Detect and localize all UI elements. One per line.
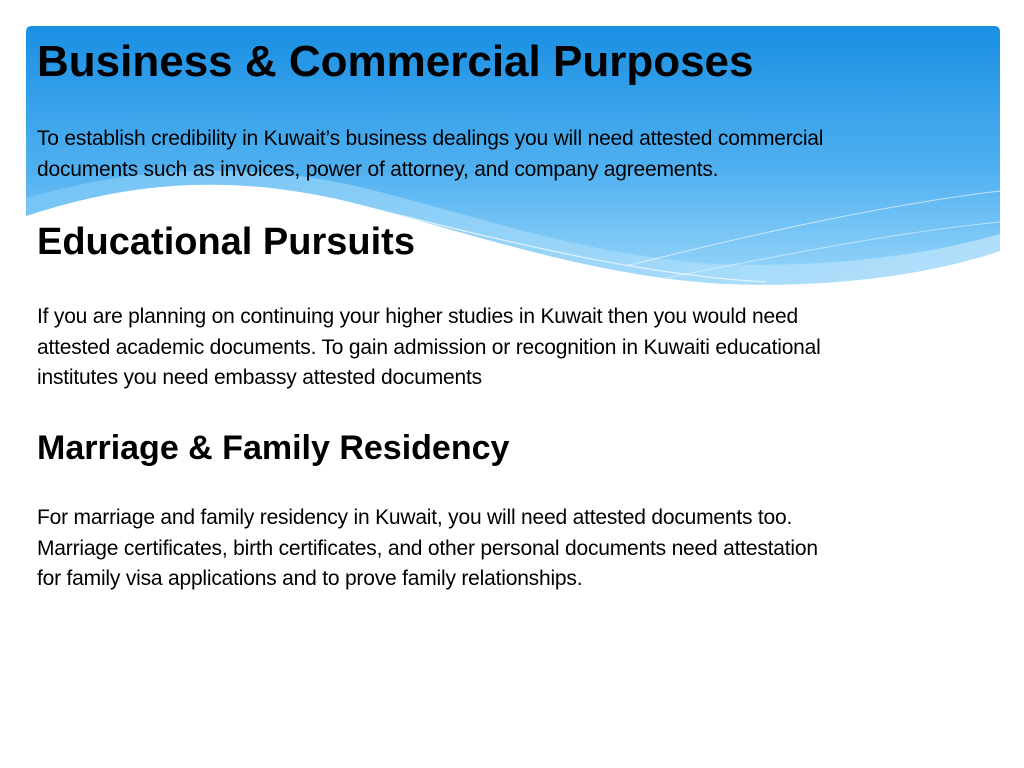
section-heading-education: Educational Pursuits (37, 221, 415, 263)
text-line: for family visa applications and to prove family relationships. (37, 567, 583, 590)
text-line: Marriage certificates, birth certificates, and other personal documents need attestation (37, 536, 818, 560)
section-heading-marriage: Marriage & Family Residency (37, 429, 510, 467)
section-text-education (37, 302, 987, 394)
text-line: For marriage and family residency in Kuwait, you will need attested documents too. (37, 506, 793, 529)
section-text-business (37, 124, 987, 185)
text-line: To establish credibility in Kuwait’s business dealings you will need attested commercial (37, 127, 824, 150)
text-line: If you are planning on continuing your higher studies in Kuwait then you would need (37, 305, 798, 328)
text-line: attested academic documents. To gain admission or recognition in Kuwaiti educational (37, 335, 821, 359)
section-heading-business: Business & Commercial Purposes (37, 37, 754, 86)
section-text-marriage (37, 503, 987, 595)
text-line: documents such as invoices, power of attorney, and company agreements. (37, 157, 719, 181)
text-line: institutes you need embassy attested documents (37, 366, 482, 389)
